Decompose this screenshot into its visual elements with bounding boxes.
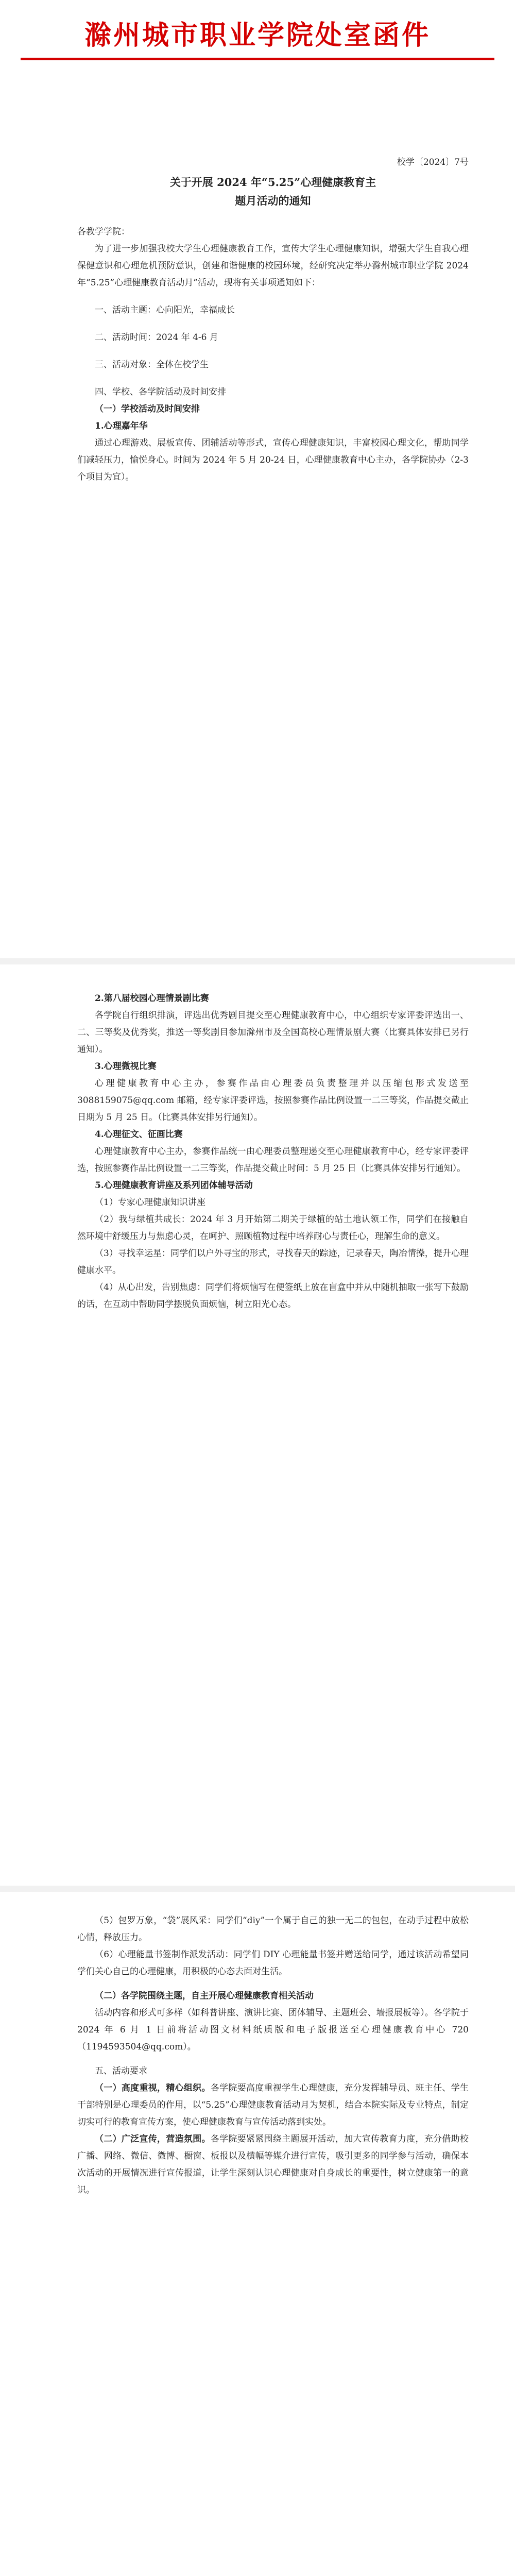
college-activities-heading: （二）各学院围绕主题，自主开展心理健康教育相关活动 [95, 1991, 314, 2001]
salutation: 各教学学院： [77, 227, 130, 237]
college-activities-text: 活动内容和形式可多样（如科普讲座、演讲比赛、团体辅导、主题班会、墙报展板等）。各学院于 2024 年 6 月 1 日前将活动图文材料纸质版和电子版报送至心理健康教育中心 720（1194593504@qq.com）。 [77, 2008, 469, 2052]
page-2 [0, 964, 515, 1886]
requirement-2-heading: （二）广泛宣传，营造氛围。 [95, 2134, 211, 2144]
requirement-1-heading: （一）高度重视，精心组织。 [95, 2083, 211, 2093]
page-3 [0, 1892, 515, 2576]
requirement-1 [77, 2080, 469, 2131]
activity-theme: 一、活动主题：心向阳光，幸福成长 [95, 305, 235, 315]
org-header-title: 滁州城市职业学院处室函件 [84, 20, 431, 51]
notice-title-line1: 关于开展 2024 年“5.25”心理健康教育主 [169, 176, 376, 189]
notice-title-line2: 题月活动的通知 [235, 194, 311, 207]
item-3-title: 3.心理微视比赛 [95, 1061, 157, 1072]
section-4-heading: 四、学校、各学院活动及时间安排 [95, 387, 226, 397]
section-5-heading: 五、活动要求 [95, 2066, 147, 2076]
page3-body [77, 1912, 469, 2199]
page1-body [77, 173, 469, 486]
lecture-item-6: （6）心理能量书签制作派发活动：同学们 DIY 心理能量书签并赠送给同学，通过该活动希望同学们关心自己的心理健康，用积极的心态去面对生活。 [77, 1950, 469, 1977]
requirement-2-text: 各学院要紧紧围绕主题展开活动，加大宣传教育力度，充分借助校广播、网络、微信、微博、橱窗、板报以及横幅等媒介进行宣传，吸引更多的同学参与活动，确保本次活动的开展情况进行宣传报道，让学生深刻认识心理健康对自身成长的重要性，树立健康第一的意识。 [77, 2134, 469, 2195]
document-number: 校学〔2024〕7号 [397, 157, 469, 167]
page-gap [0, 958, 515, 964]
intro-paragraph: 为了进一步加强我校大学生心理健康教育工作，宣传大学生心理健康知识，增强大学生自我心理保健意识和心理危机预防意识，创建和谐健康的校园环境，经研究决定举办滁州城市职业学院 2024 年“5.25”心理健康教育活动月”活动，现将有关事项通知如下： [77, 244, 469, 288]
header-red-line [21, 58, 494, 60]
page-gap [0, 1886, 515, 1892]
school-activities-heading: （一）学校活动及时间安排 [95, 404, 200, 414]
item-4-title: 4.心理征文、征画比赛 [95, 1129, 183, 1140]
item-4-text: 心理健康教育中心主办，参赛作品统一由心理委员整理递交至心理健康教育中心，经专家评委评选，按照参赛作品比例设置一二三等奖，作品提交截止时间：5 月 25 日（比赛具体安排另行通知）。 [77, 1146, 469, 1174]
requirement-2 [77, 2131, 469, 2199]
activity-time: 二、活动时间：2024 年 4-6 月 [95, 332, 218, 343]
lecture-item-2: （2）我与绿植共成长：2024 年 3 月开始第二期关于绿植的站土地认领工作，同学们在接触自然环境中舒缓压力与焦虑心灵，在呵护、照顾植物过程中培养耐心与责任心，理解生命的意义。 [77, 1214, 469, 1242]
item-2-title: 2.第八届校园心理情景剧比赛 [95, 993, 209, 1004]
lecture-item-5: （5）包罗万象，“袋”展风采：同学们“diy”一个属于自己的独一无二的包包，在动手过程中放松心情，释放压力。 [77, 1916, 469, 1943]
lecture-item-4: （4）从心出发，告别焦虑：同学们将烦恼写在便签纸上放在盲盒中并从中随机抽取一张写下鼓励的话，在互动中帮助同学摆脱负面烦恼，树立阳光心态。 [77, 1282, 469, 1310]
item-1-title: 1.心理嘉年华 [95, 421, 148, 431]
requirement-1-text: 各学院要高度重视学生心理健康，充分发挥辅导员、班主任、学生干部特别是心理委员的作用，以“5.25”心理健康教育活动月为契机，结合本院实际及专业特点，制定切实可行的教育宣传方案，使心理健康教育与宣传活动落到实处。 [77, 2083, 469, 2127]
item-1-text: 通过心理游戏、展板宣传、团辅活动等形式，宣传心理健康知识，丰富校园心理文化，帮助同学们减轻压力，愉悦身心。时间为 2024 年 5 月 20-24 日，心理健康教育中心主办，各学院协办（2-3 个项目为宜）。 [77, 438, 469, 482]
lecture-item-1: （1）专家心理健康知识讲座 [95, 1197, 205, 1208]
item-5-title: 5.心理健康教育讲座及系列团体辅导活动 [95, 1180, 253, 1191]
item-2-text: 各学院自行组织排演，评选出优秀剧目提交至心理健康教育中心，中心组织专家评委评选出一、二、三等奖及优秀奖，推送一等奖剧目参加滁州市及全国高校心理情景剧大赛（比赛具体安排已另行通知）。 [77, 1010, 469, 1055]
activity-target: 三、活动对象：全体在校学生 [95, 360, 209, 370]
page2-body [77, 990, 469, 1313]
item-3-text: 心理健康教育中心主办，参赛作品由心理委员负责整理并以压缩包形式发送至 3088159075@qq.com 邮箱，经专家评委评选，按照参赛作品比例设置一二三等奖，作品提交截止日期为 5 月 25 日。（比赛具体安排另行通知）。 [77, 1078, 469, 1123]
page-1 [0, 0, 515, 958]
lecture-item-3: （3）寻找幸运星：同学们以户外寻宝的形式，寻找春天的踪迹，记录春天，陶冶情操，提升心理健康水平。 [77, 1248, 469, 1276]
